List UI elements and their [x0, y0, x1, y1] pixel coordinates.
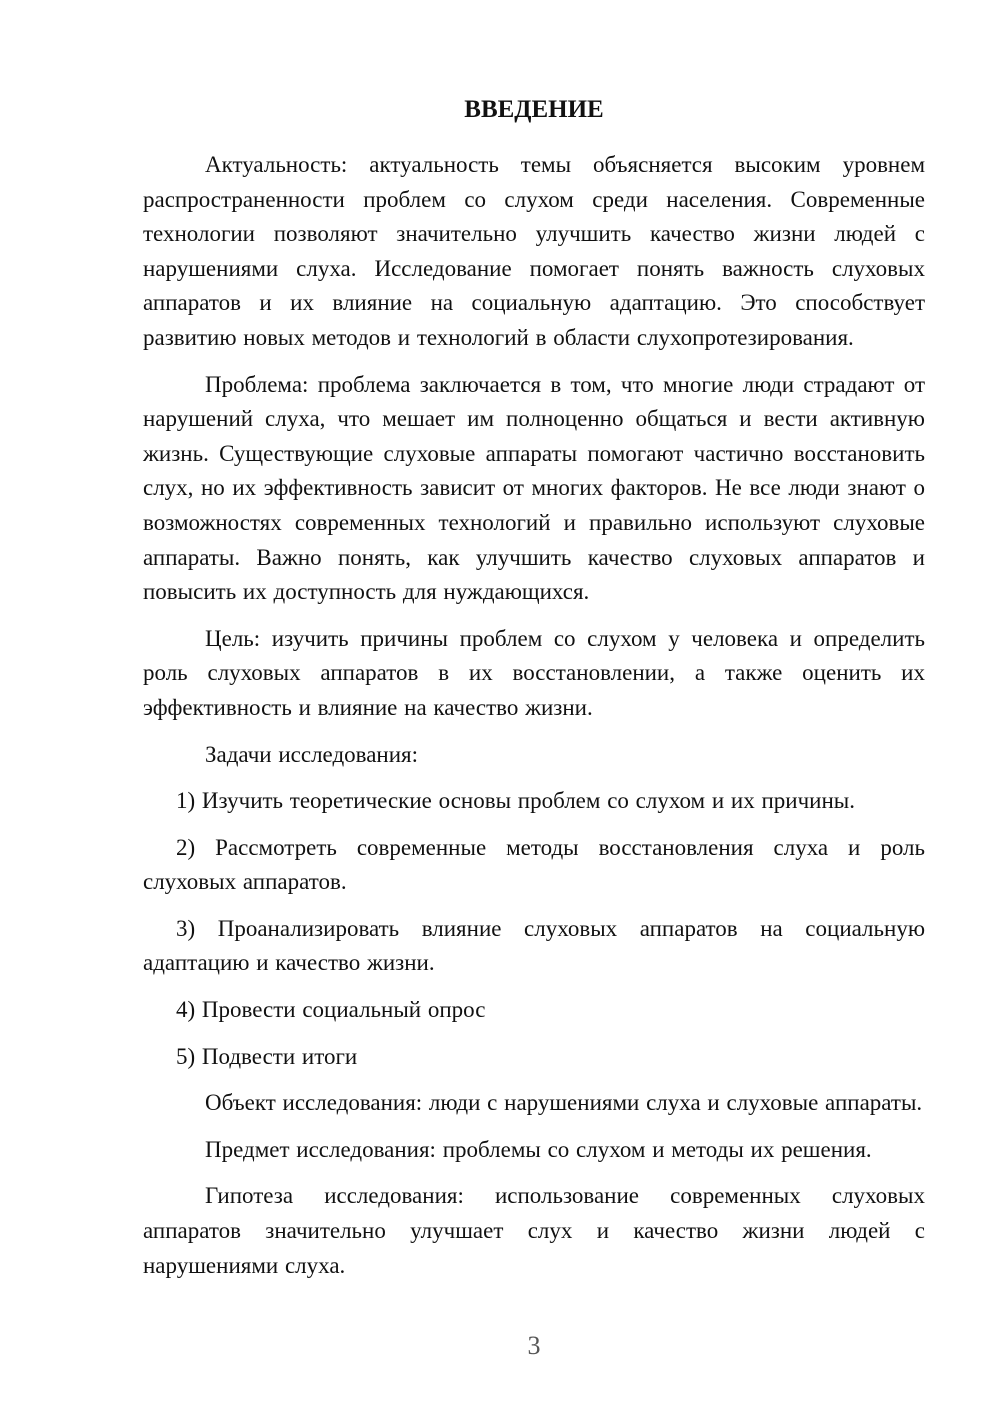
paragraph-gipoteza: Гипотеза исследования: использование современных слуховых аппаратов значительно улучшает слух и качество жизни людей с нарушениями слуха. [143, 1183, 925, 1278]
paragraph-zadachi-heading: Задачи исследования: [205, 741, 419, 767]
section-title: ВВЕДЕНИЕ [464, 96, 604, 123]
task-item-5: 5) Подвести итоги [176, 1043, 358, 1069]
task-item-4: 4) Провести социальный опрос [176, 997, 486, 1023]
task-item-2: 2) Рассмотреть современные методы восстановления слуха и роль слуховых аппаратов. [143, 834, 925, 895]
page-number: 3 [527, 1331, 541, 1360]
task-item-3: 3) Проанализировать влияние слуховых аппаратов на социальную адаптацию и качество жизни. [143, 915, 925, 976]
task-item-1: 1) Изучить теоретические основы проблем со слухом и их причины. [176, 788, 855, 814]
paragraph-tsel: Цель: изучить причины проблем со слухом у человека и определить роль слуховых аппаратов в их восстановлении, а также оценить их эффективность и влияние на качество жизни. [143, 625, 925, 720]
paragraph-predmet: Предмет исследования: проблемы со слухом и методы их решения. [205, 1136, 872, 1162]
paragraph-problema: Проблема: проблема заключается в том, что многие люди страдают от нарушений слуха, что мешает им полноценно общаться и вести активную жизнь. Существующие слуховые аппараты помогают частично восстановить слух, но их эффективность зависит от многих факторов. Не все люди знают о возможностях современных технологий и правильно используют слуховые аппараты. Важно понять, как улучшить качество слуховых аппаратов и повысить их доступность для нуждающихся. [143, 371, 925, 605]
paragraph-aktualnost: Актуальность: актуальность темы объясняется высоким уровнем распространенности проблем со слухом среди населения. Современные технологии позволяют значительно улучшить качество жизни людей с нарушениями слуха. Исследование помогает понять важность слуховых аппаратов и их влияние на социальную адаптацию. Это способствует развитию новых методов и технологий в области слухопротезирования. [143, 152, 925, 350]
paragraph-obekt: Объект исследования: люди с нарушениями слуха и слуховые аппараты. [205, 1090, 923, 1116]
